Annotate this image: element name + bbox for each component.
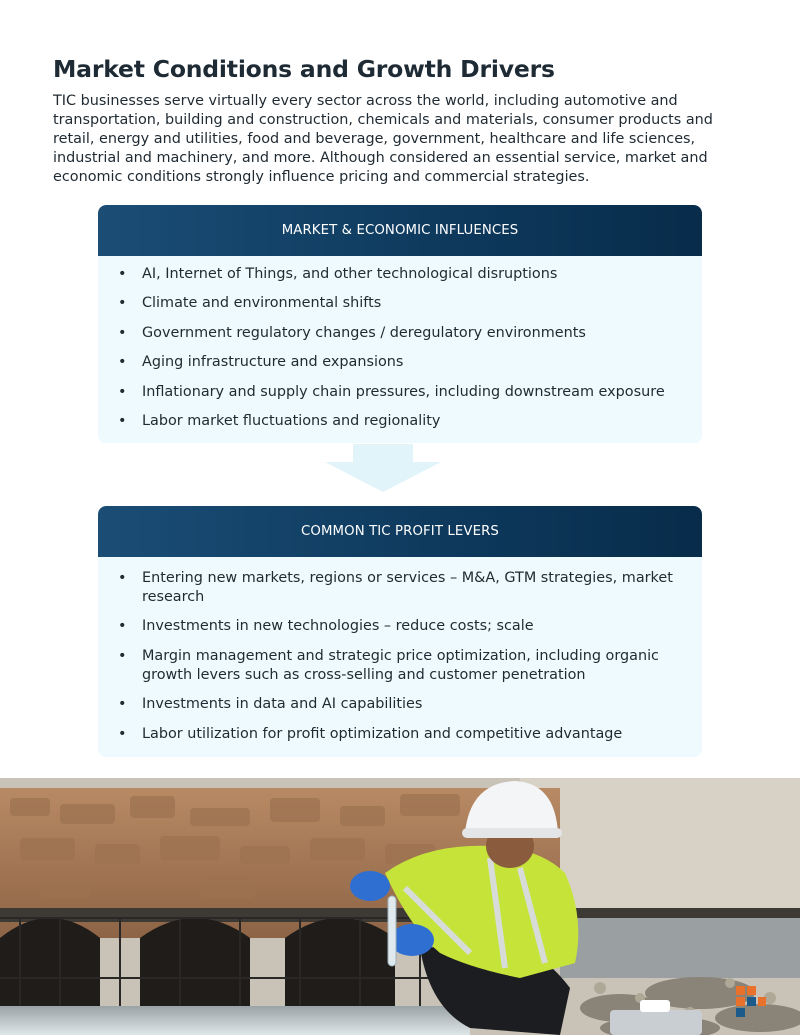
list-item: • Labor utilization for profit optimization and competitive advantage — [118, 725, 682, 744]
profit-levers-card — [98, 506, 702, 757]
list-item: • Labor market fluctuations and regionality — [118, 412, 682, 431]
inspector-field-photo — [0, 778, 800, 1035]
market-influences-card — [98, 205, 702, 443]
photo-illustration — [0, 778, 800, 1035]
list-item: • Government regulatory changes / deregulatory environments — [118, 324, 682, 343]
list-item: • Climate and environmental shifts — [118, 294, 682, 313]
profit-levers-list — [98, 557, 702, 754]
list-item: • Aging infrastructure and expansions — [118, 353, 682, 372]
company-logo-icon — [736, 986, 766, 1018]
list-item: • AI, Internet of Things, and other technological disruptions — [118, 265, 682, 284]
list-item: • Inflationary and supply chain pressures, including downstream exposure — [118, 383, 682, 402]
list-item: • Entering new markets, regions or services – M&A, GTM strategies, market research — [118, 569, 682, 607]
list-item: • Margin management and strategic price optimization, including organic growth levers such as cross-selling and customer penetration — [118, 647, 682, 685]
intro-paragraph: TIC businesses serve virtually every sector across the world, including automotive and transportation, building and construction, chemicals and materials, consumer products and retail, energy and utilities, food and beverage, government, healthcare and life sciences, industrial and machinery, and more. Although considered an essential service, market and economic conditions strongly influence pricing and commercial strategies. — [53, 93, 713, 185]
profit-levers-header: COMMON TIC PROFIT LEVERS — [98, 506, 702, 557]
market-influences-list — [98, 256, 702, 441]
list-item: • Investments in new technologies – reduce costs; scale — [118, 617, 682, 636]
down-arrow-icon — [323, 444, 443, 492]
list-item: • Investments in data and AI capabilities — [118, 695, 682, 714]
market-influences-header: MARKET & ECONOMIC INFLUENCES — [98, 205, 702, 256]
page-title: Market Conditions and Growth Drivers — [53, 55, 555, 83]
